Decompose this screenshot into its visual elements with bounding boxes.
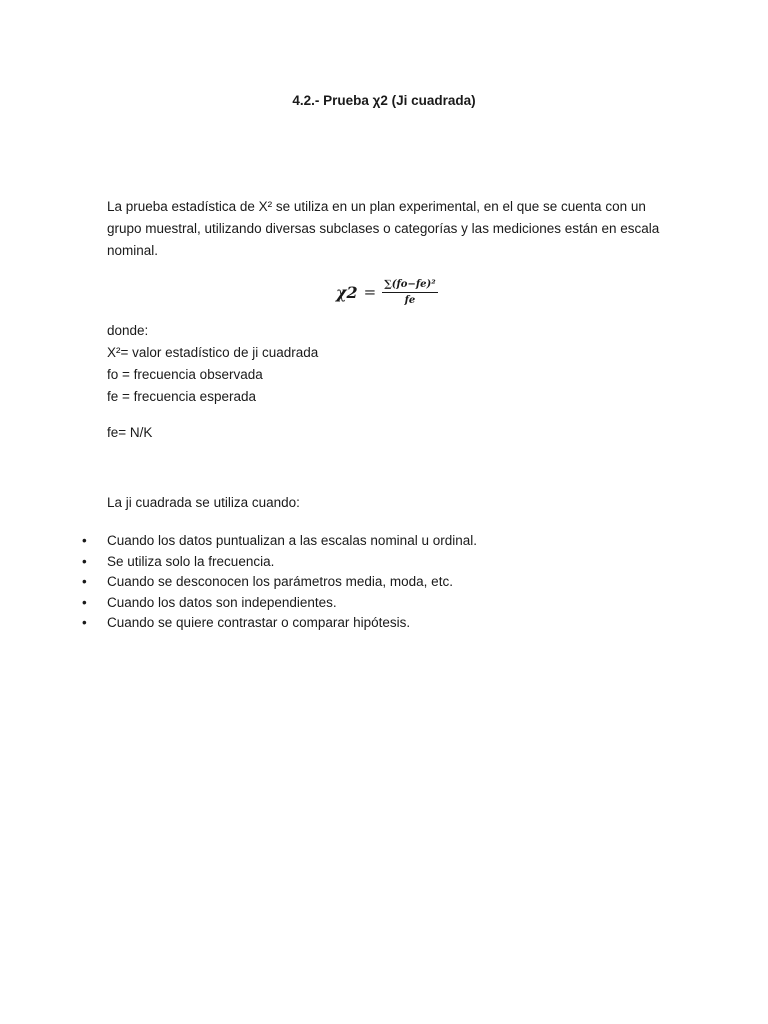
intro-line-2: grupo muestral, utilizando diversas subclases o categorías y las mediciones están en escala: [107, 221, 660, 236]
bullet-icon: •: [82, 553, 87, 569]
formula-lhs: χ2: [336, 282, 358, 302]
list-item-text: Cuando los datos son independientes.: [107, 594, 337, 610]
list-item: [80, 613, 477, 634]
bullet-icon: •: [82, 615, 87, 630]
list-item: [80, 531, 477, 552]
list-item-text: Se utiliza solo la frecuencia.: [107, 553, 275, 569]
intro-line-3: nominal.: [107, 243, 159, 258]
definition-x2: X²= valor estadístico de ji cuadrada: [107, 345, 319, 360]
fe-formula: fe= N/K: [107, 425, 153, 440]
definitions-block: [107, 320, 607, 408]
definition-fe: fe = frecuencia esperada: [107, 389, 256, 404]
intro-paragraph: [107, 196, 667, 262]
formula-numerator: ∑(fo−fe)²: [382, 279, 437, 293]
list-item: [80, 572, 477, 593]
definition-fo: fo = frecuencia observada: [107, 367, 263, 382]
list-item-text: Cuando se desconocen los parámetros media, moda, etc.: [107, 574, 453, 589]
list-item-text: Cuando se quiere contrastar o comparar hipótesis.: [107, 615, 411, 630]
formula-fraction: [382, 279, 437, 306]
bullet-icon: •: [82, 594, 87, 610]
intro-line-1: La prueba estadística de X² se utiliza en un plan experimental, en el que se cuenta con un: [107, 199, 646, 214]
page-title: 4.2.- Prueba χ2 (Ji cuadrada): [292, 93, 476, 108]
bullet-icon: •: [82, 533, 87, 548]
formula-denominator: fe: [404, 294, 416, 306]
usage-heading: La ji cuadrada se utiliza cuando:: [107, 495, 300, 510]
usage-list: [80, 531, 477, 634]
definitions-heading: donde:: [107, 323, 149, 338]
formula-equals: =: [363, 283, 377, 301]
chi-square-formula: [336, 272, 438, 312]
list-item: [80, 593, 477, 614]
list-item: [80, 552, 477, 573]
list-item-text: Cuando los datos puntualizan a las escalas nominal u ordinal.: [107, 533, 477, 548]
bullet-icon: •: [82, 574, 87, 589]
